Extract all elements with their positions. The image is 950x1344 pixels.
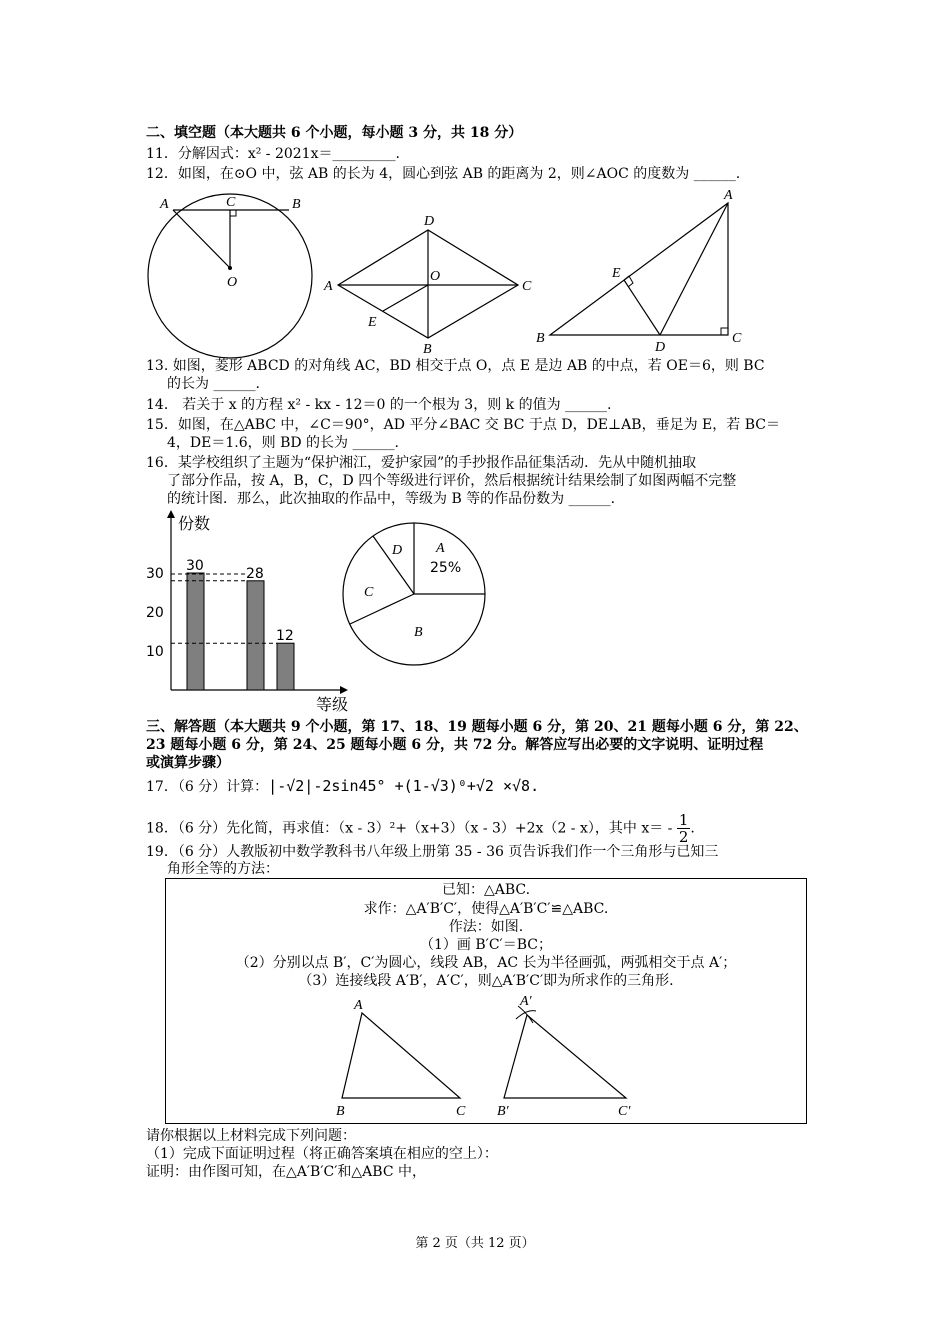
triangle-label-d: D (655, 340, 666, 355)
pie-label-d: D (392, 543, 403, 558)
construction-label-c-prime: C′ (618, 1104, 631, 1119)
triangle-label-e: E (612, 266, 621, 281)
question-17-expression: |-√2|-2sin45° +(1-√3)⁰+√2 ×√8. (268, 777, 540, 795)
question-13-line2: 的长为 ______. (167, 376, 260, 392)
box-step2: （2）分别以点 B′，C′为圆心，线段 AB，AC 长为半径画弧，两弧相交于点 A′； (235, 955, 737, 971)
question-16-line3: 的统计图．那么，此次抽取的作品中，等级为 B 等的作品份数为 ______. (167, 491, 616, 507)
rhombus-label-a: A (324, 279, 333, 294)
bar-ytick-label: 10 (146, 644, 164, 660)
rhombus-figure (320, 210, 540, 360)
question-17 (146, 777, 539, 796)
question-15-line1: 15．如图，在△ABC 中，∠C＝90°，AD 平分∠BAC 交 BC 于点 D，DE⊥AB，垂足为 E，若 BC＝ (146, 417, 780, 433)
rhombus-label-o: O (430, 269, 441, 284)
bar-chart-ylabel: 份数 (178, 514, 211, 533)
construction-figure (330, 995, 650, 1125)
sub-question-1: （1）完成下面证明过程（将正确答案填在相应的空上）： (146, 1146, 498, 1162)
bar-value-label: 12 (276, 628, 294, 645)
box-step1: （1）画 B′C′＝BC； (420, 937, 552, 953)
circle-label-c: C (226, 195, 236, 210)
question-17-prefix: 17．（6 分）计算： (146, 779, 269, 795)
bar-chart-xlabel: 等级 (316, 695, 349, 714)
proof-start: 证明：由作图可知，在△A′B′C′和△ABC 中， (146, 1164, 426, 1180)
section2-heading: 二、填空题（本大题共 6 个小题，每小题 3 分，共 18 分） (146, 125, 523, 141)
bar-D (277, 643, 294, 690)
question-19-line2: 角形全等的方法： (167, 861, 279, 877)
box-known: 已知：△ABC. (441, 882, 531, 898)
pie-label-b: B (414, 625, 423, 640)
circle-label-b: B (292, 197, 301, 212)
pie-label-a: A (436, 541, 445, 556)
section3-heading-line3: 或演算步骤） (146, 755, 230, 771)
page-footer: 第 2 页（共 12 页） (415, 1236, 535, 1251)
rhombus-label-e: E (368, 315, 377, 330)
rhombus-label-b: B (423, 342, 432, 357)
construction-label-a-prime: A′ (520, 994, 532, 1009)
triangle-label-b: B (536, 331, 545, 346)
box-required: 求作：△A′B′C′，使得△A′B′C′≌△ABC. (363, 901, 609, 917)
rhombus-label-d: D (424, 214, 435, 229)
circle-label-o: O (227, 275, 238, 290)
construction-label-b-prime: B′ (497, 1104, 509, 1119)
question-18-prefix: 18．（6 分）先化简，再求值：（x - 3）²+（x+3）（x - 3）+2x（2 - x），其中 x＝ - (146, 820, 673, 837)
pie-label-a-percent: 25% (430, 560, 462, 576)
triangle-label-c: C (732, 331, 742, 346)
construction-label-b: B (336, 1104, 345, 1119)
circle-figure (140, 190, 320, 370)
instruction-line: 请你根据以上材料完成下列问题： (146, 1128, 356, 1144)
box-method: 作法：如图. (448, 919, 524, 935)
construction-label-c: C (456, 1104, 466, 1119)
bar-value-label: 28 (246, 565, 264, 582)
pie-label-c: C (364, 585, 374, 600)
triangle-figure (530, 185, 760, 355)
question-11: 11．分解因式：x² - 2021x＝_________. (146, 146, 400, 162)
question-18 (146, 812, 695, 845)
question-16-line2: 了部分作品，按 A，B，C，D 四个等级进行评价，然后根据统计结果绘制了如图两幅不完整 (167, 473, 737, 489)
bar-ytick-label: 20 (146, 605, 164, 621)
section3-heading-line2: 23 题每小题 6 分，第 24、25 题每小题 6 分，共 72 分。解答应写出必要的文字说明、证明过程 (146, 737, 764, 753)
question-14: 14． 若关于 x 的方程 x² - kx - 12＝0 的一个根为 3，则 k 的值为 ______. (146, 397, 612, 413)
triangle-label-a: A (724, 188, 733, 203)
box-step3: （3）连接线段 A′B′，A′C′，则△A′B′C′即为所求作的三角形. (298, 973, 674, 989)
question-18-numerator: 1 (678, 811, 689, 829)
question-18-fraction (677, 812, 691, 845)
rhombus-label-c: C (522, 279, 532, 294)
question-12: 12．如图，在⊙O 中，弦 AB 的长为 4，圆心到弦 AB 的距离为 2，则∠AOC 的度数为 ______. (146, 166, 741, 182)
question-19-line1: 19．（6 分）人教版初中数学教科书八年级上册第 35 - 36 页告诉我们作一个三角形与已知三 (146, 844, 719, 860)
section3-heading-line1: 三、解答题（本大题共 9 个小题，第 17、18、19 题每小题 6 分，第 20、21 题每小题 6 分，第 22、 (146, 719, 808, 735)
question-18-end: . (690, 820, 695, 837)
question-16-line1: 16．某学校组织了主题为“保护湘江，爱护家园”的手抄报作品征集活动．先从中随机抽取 (146, 455, 697, 471)
construction-label-a: A (354, 998, 363, 1013)
question-18-denominator: 2 (678, 828, 689, 846)
bar-A (187, 573, 204, 690)
bar-value-label: 30 (186, 558, 204, 574)
bar-C (247, 581, 264, 690)
pie-chart (340, 520, 490, 670)
bar-chart (140, 510, 360, 715)
question-13-line1: 13. 如图，菱形 ABCD 的对角线 AC，BD 相交于点 O，点 E 是边 AB 的中点，若 OE＝6，则 BC (146, 358, 765, 374)
question-15-line2: 4，DE＝1.6，则 BD 的长为 ______. (167, 435, 399, 451)
circle-label-a: A (160, 197, 169, 212)
bar-ytick-label: 30 (146, 566, 164, 582)
